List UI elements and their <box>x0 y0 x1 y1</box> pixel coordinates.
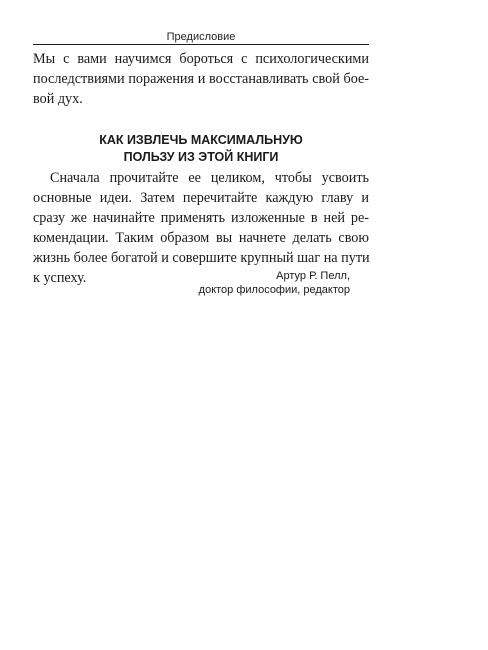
paragraph-line: к успеху. <box>33 270 87 286</box>
running-head: Предисловие <box>166 31 236 43</box>
signature-block <box>33 269 350 297</box>
intro-paragraph <box>33 49 369 109</box>
heading-line: КАК ИЗВЛЕЧЬ МАКСИМАЛЬНУЮ <box>99 133 303 147</box>
paragraph-line: жизнь более богатой и совершите крупный шаг на пути <box>33 250 370 266</box>
section-heading <box>33 132 369 166</box>
signature-name: Артур Р. Пелл, <box>276 270 350 282</box>
signature-title: доктор философии, редактор <box>198 284 350 296</box>
header-rule <box>33 44 369 45</box>
paragraph-line: вой дух. <box>33 91 83 107</box>
heading-line: ПОЛЬЗУ ИЗ ЭТОЙ КНИГИ <box>123 150 279 164</box>
paragraph-line: последствиями поражения и восстанавливать свой бое- <box>33 71 369 87</box>
paragraph-line: сразу же начинайте применять изложенные в ней ре- <box>33 210 369 226</box>
paragraph-line: основные идеи. Затем перечитайте каждую главу и <box>33 190 369 206</box>
paragraph-line: комендации. Таким образом вы начнете делать свою <box>33 230 369 246</box>
paragraph-line: Мы с вами научимся бороться с психологическими <box>33 51 369 67</box>
paragraph-line: Сначала прочитайте ее целиком, чтобы усвоить <box>50 170 369 186</box>
